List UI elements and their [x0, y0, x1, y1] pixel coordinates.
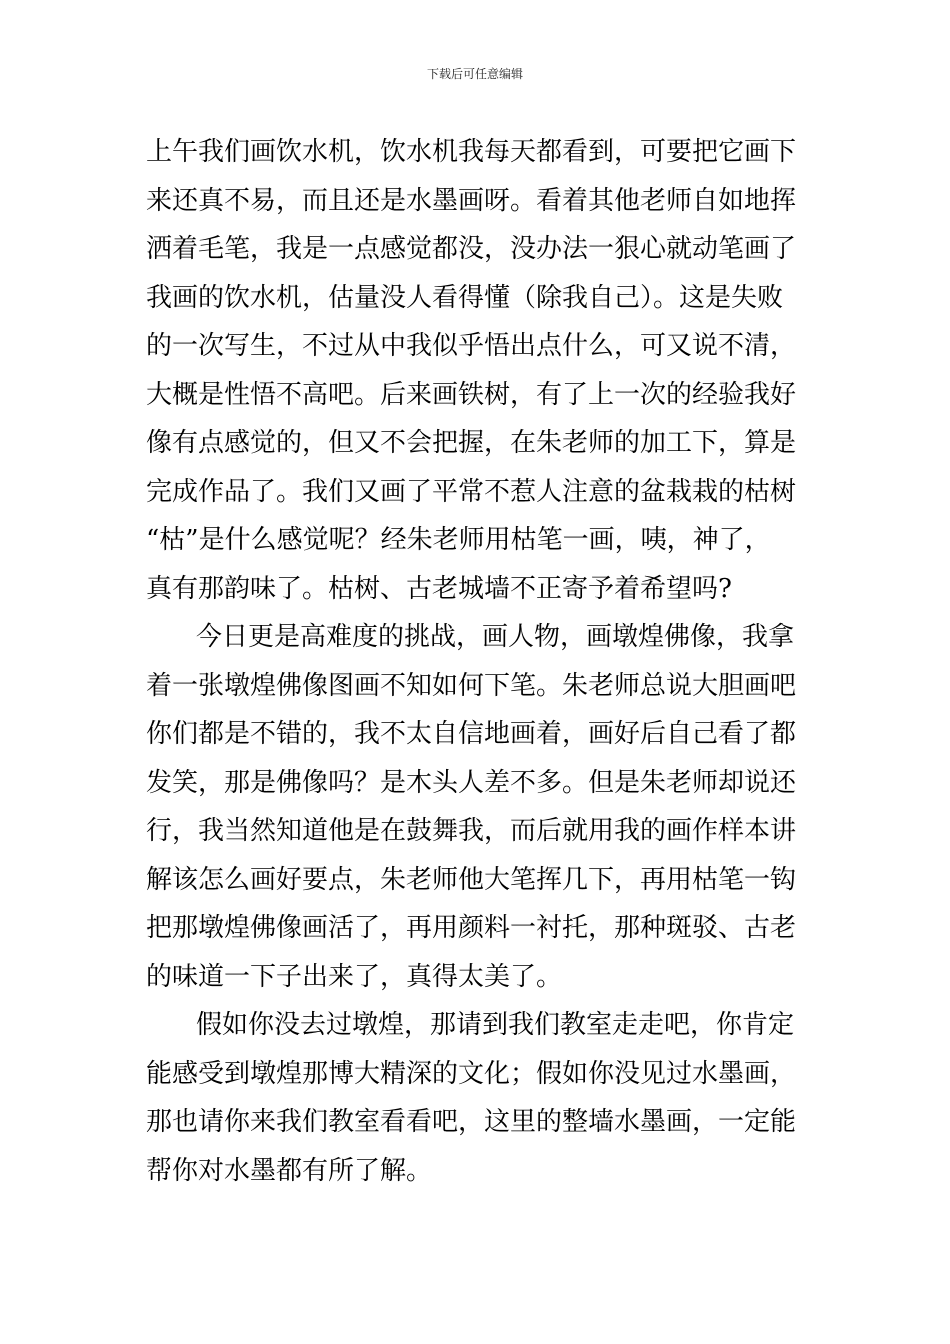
text-line: 上午我们画饮水机，饮水机我每天都看到，可要把它画下 [146, 137, 797, 167]
text-line: 解该怎么画好要点，朱老师他大笔挥几下，再用枯笔一钩 [146, 864, 797, 895]
text-line: 帮你对水墨都有所了解。 [146, 1155, 433, 1186]
paragraph-3 [146, 1001, 806, 1195]
text-line: 那也请你来我们教室看看吧，这里的整墙水墨画，一定能 [146, 1107, 797, 1137]
text-line: 的味道一下子出来了，真得太美了。 [146, 961, 563, 992]
text-line: 能感受到墩煌那博大精深的文化；假如你没见过水墨画， [146, 1058, 797, 1089]
text-line: 像有点感觉的，但又不会把握，在朱老师的加工下，算是 [146, 428, 797, 458]
text-line: 你们都是不错的，我不太自信地画着，画好后自己看了都 [146, 719, 797, 749]
page-header: 下载后可任意编辑 [426, 67, 523, 81]
text-line: 着一张墩煌佛像图画不知如何下笔。朱老师总说大胆画吧 [146, 670, 797, 701]
body-text [146, 128, 806, 1195]
text-line: 的一次写生，不过从中我似乎悟出点什么，可又说不清， [146, 331, 797, 361]
paragraph-1 [146, 128, 806, 613]
text-line: 把那墩煌佛像画活了，再用颜料一衬托，那种斑驳、古老 [146, 913, 797, 943]
text-line: 行，我当然知道他是在鼓舞我，而后就用我的画作样本讲 [146, 816, 797, 846]
text-line: “枯”是什么感觉呢？经朱老师用枯笔一画，咦，神了， [146, 525, 771, 555]
text-line: 我画的饮水机，估量没人看得懂（除我自己）。这是失败 [146, 282, 784, 313]
paragraph-2 [146, 613, 806, 1001]
text-line-indented: 今日更是高难度的挑战，画人物，画墩煌佛像，我拿 [196, 622, 795, 652]
text-line: 大概是性悟不高吧。后来画铁树，有了上一次的经验我好 [146, 379, 797, 410]
text-line-indented: 假如你没去过墩煌，那请到我们教室走走吧，你肯定 [196, 1010, 795, 1040]
text-line: 洒着毛笔，我是一点感觉都没，没办法一狠心就动笔画了 [146, 234, 797, 264]
text-line: 来还真不易，而且还是水墨画呀。看着其他老师自如地挥 [146, 185, 797, 216]
text-line: 发笑，那是佛像吗？是木头人差不多。但是朱老师却说还 [146, 767, 797, 798]
text-line: 真有那韵味了。枯树、古老城墙不正寄予着希望吗? [146, 573, 732, 604]
text-line: 完成作品了。我们又画了平常不惹人注意的盆栽栽的枯树 [146, 476, 797, 507]
